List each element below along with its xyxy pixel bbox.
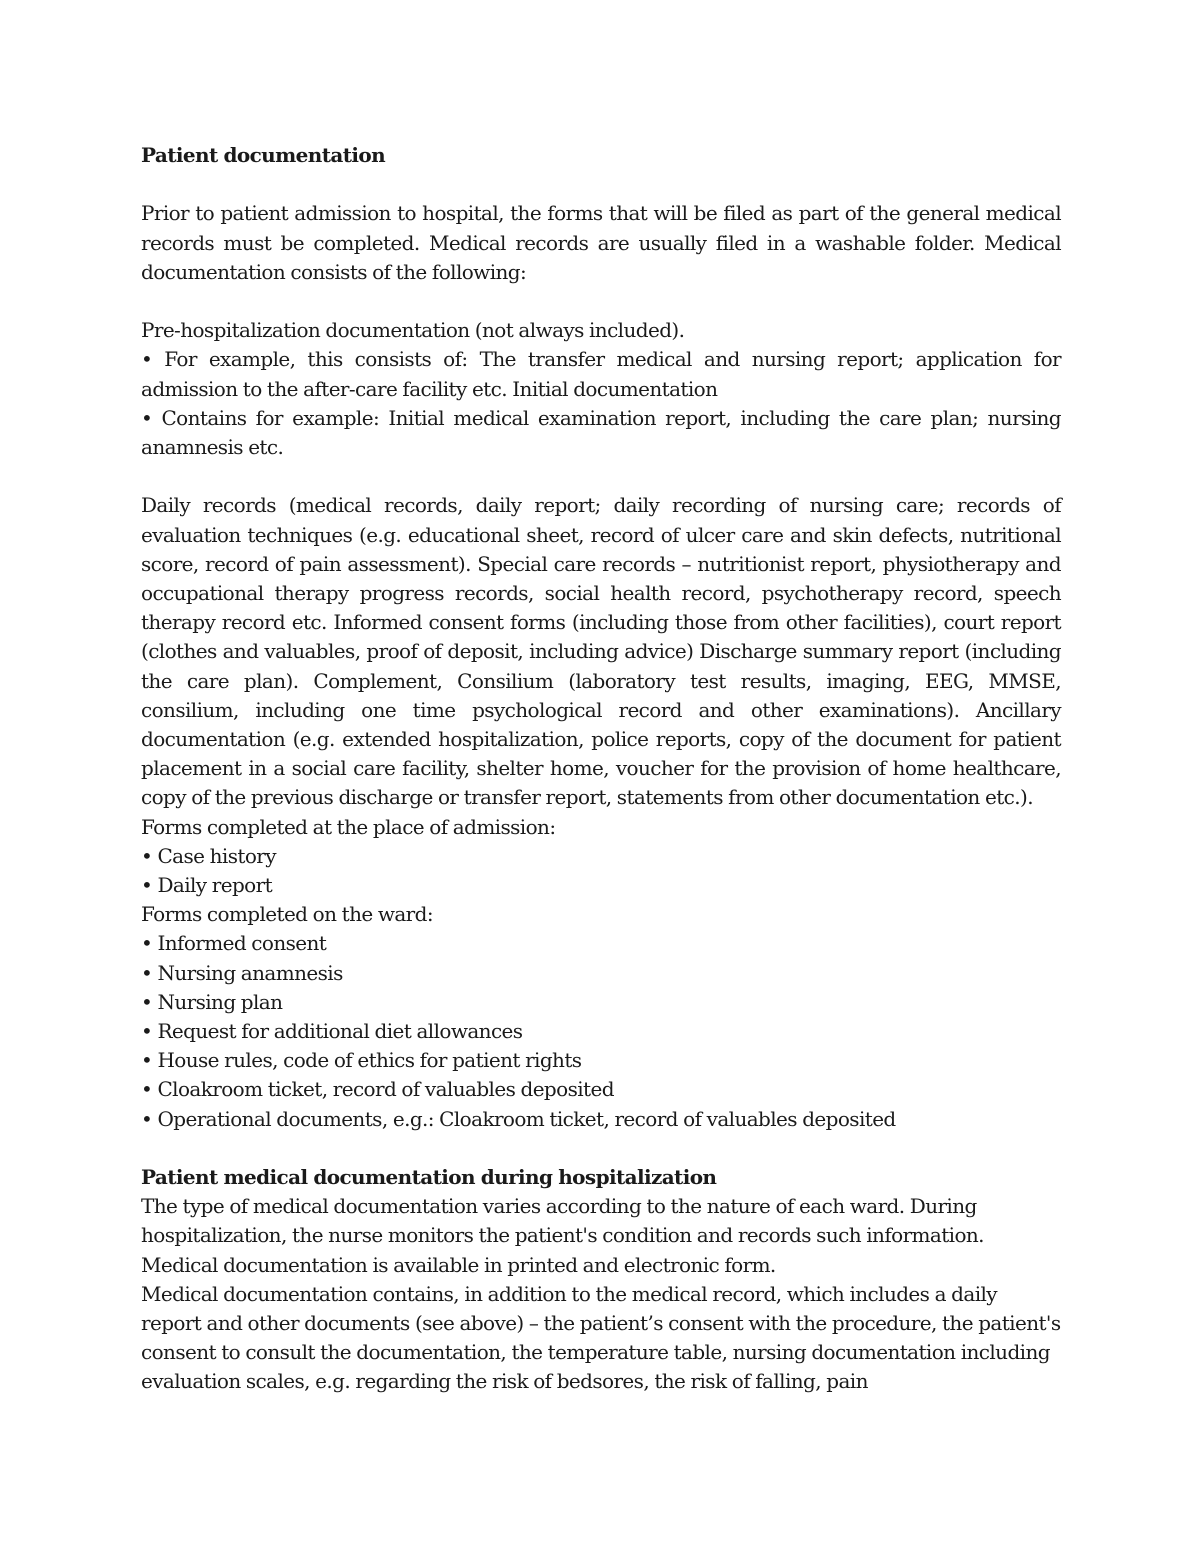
bullet-contains: • Contains for example: Initial medical examination report, including the care plan; nursing anamnesis etc. bbox=[141, 405, 1061, 459]
blank-line bbox=[141, 170, 1061, 199]
list-item: • Request for additional diet allowances bbox=[141, 1019, 523, 1044]
bullet-example: • For example, this consists of: The transfer medical and nursing report; application for admission to the after-care facility etc. Initial documentation bbox=[141, 347, 1061, 401]
section-heading-patient-documentation: Patient documentation bbox=[141, 143, 386, 167]
blank-line bbox=[141, 287, 1061, 316]
list-item: • Nursing plan bbox=[141, 989, 283, 1014]
daily-records-paragraph: Daily records (medical records, daily report; daily recording of nursing care; records of evaluation techniques (e.g. educational sheet, record of ulcer care and skin defects, nutritional score, record of pain assessment). Special care records – nutritionist report, physiotherapy and occupational therapy progress records, social health record, psychotherapy record, speech therapy record etc. Informed consent forms (including those from other facilities), court report (clothes and valuables, proof of deposit, including advice) Discharge summary report (including the care plan). Complement, Consilium (laboratory test results, imaging, EEG, MMSE, consilium, including one time psychological record and other examinations). Ancillary documentation (e.g. extended hospitalization, police reports, copy of the document for patient placement in a social care facility, shelter home, voucher for the provision of home healthcare, copy of the previous discharge or transfer report, statements from other documentation etc.). bbox=[141, 493, 1061, 810]
list-item: • Daily report bbox=[141, 873, 273, 898]
ward-forms-title: Forms completed on the ward: bbox=[141, 902, 433, 927]
document-page bbox=[141, 141, 1061, 1397]
list-item: • House rules, code of ethics for patient rights bbox=[141, 1048, 582, 1073]
section-heading-during-hospitalization: Patient medical documentation during hospitalization bbox=[141, 1165, 717, 1190]
list-item: • Nursing anamnesis bbox=[141, 960, 343, 985]
intro-paragraph: Prior to patient admission to hospital, the forms that will be filed as part of the general medical records must be completed. Medical records are usually filed in a washable folder. Medical documentation consists of the following: bbox=[141, 201, 1061, 284]
hospitalization-paragraph-2: Medical documentation contains, in addition to the medical record, which includes a daily report and other documents (see above) – the patient’s consent with the procedure, the patient's consent to consult the documentation, the temperature table, nursing documentation including evaluation scales, e.g. regarding the risk of bedsores, the risk of falling, pain bbox=[141, 1281, 1061, 1394]
list-item: • Case history bbox=[141, 843, 276, 868]
admission-forms-title: Forms completed at the place of admission: bbox=[141, 814, 556, 839]
list-item: • Operational documents, e.g.: Cloakroom ticket, record of valuables deposited bbox=[141, 1106, 896, 1131]
list-item: • Cloakroom ticket, record of valuables deposited bbox=[141, 1077, 614, 1102]
blank-line bbox=[141, 462, 1061, 491]
prehospitalization-line: Pre-hospitalization documentation (not always included). bbox=[141, 318, 685, 343]
hospitalization-paragraph-1: The type of medical documentation varies according to the nature of each ward. During hospitalization, the nurse monitors the patient's condition and records such information. Medical documentation is available in printed and electronic form. bbox=[141, 1194, 984, 1277]
blank-line bbox=[141, 1134, 1061, 1163]
list-item: • Informed consent bbox=[141, 931, 327, 956]
